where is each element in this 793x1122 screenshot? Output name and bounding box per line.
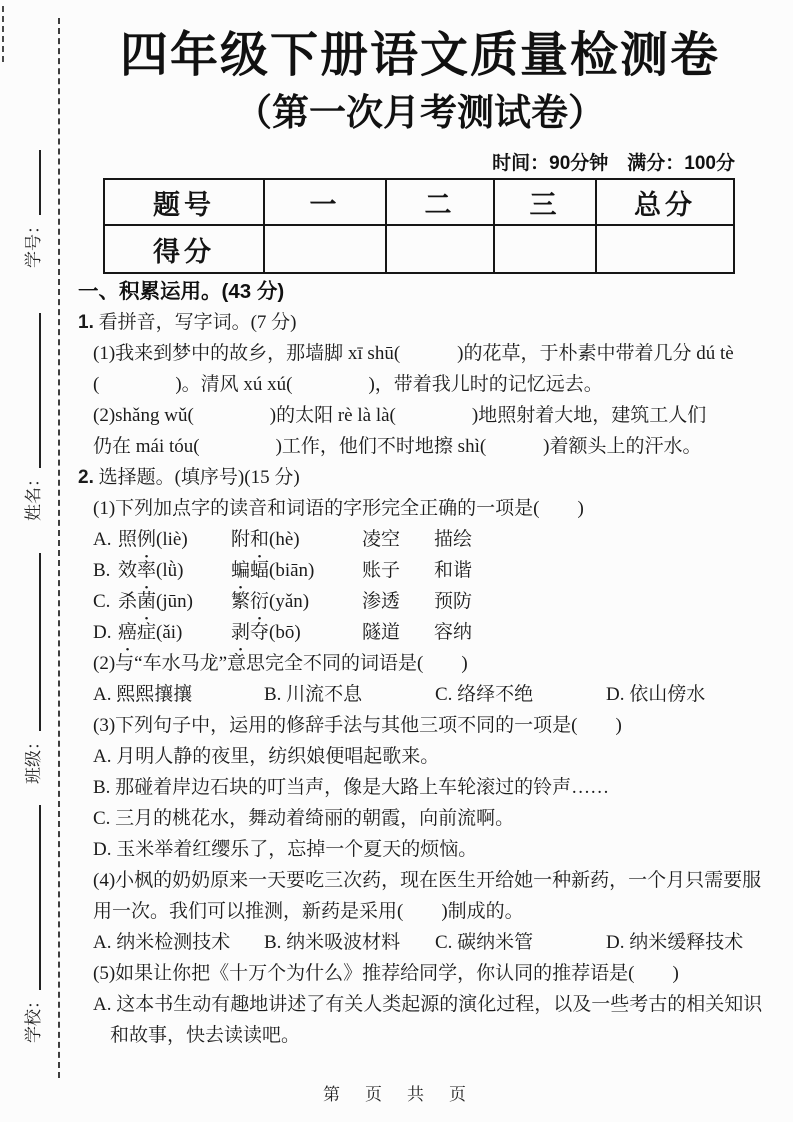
q2-sub1-option-row-b xyxy=(78,555,746,586)
q2-sub3-option-c: C. 三月的桃花水，舞动着绮丽的朝霞，向前流啊。 xyxy=(93,808,515,829)
footer-page-info: 第 页 共 页 xyxy=(323,1085,470,1104)
score-cell xyxy=(595,224,733,272)
name-label: 姓名： xyxy=(24,470,43,521)
score-table xyxy=(103,178,735,274)
word-choice: 渗透 xyxy=(362,591,401,612)
section-1-heading: 一、积累运用。(43 分) xyxy=(78,280,285,303)
score-cell xyxy=(385,224,493,272)
q2-sub4-stem-line1: (4)小枫的奶奶原来一天要吃三次药，现在医生开给她一种新药，一个月只需要服 xyxy=(93,870,762,891)
margin-field-name xyxy=(20,313,44,521)
class-blank-line xyxy=(39,553,41,731)
q1-part1-line1: (1)我来到梦中的故乡，那墙脚 xī shū( )的花草，于朴素中带着几分 dú tè xyxy=(93,343,734,364)
q2-sub2-options xyxy=(78,679,746,710)
margin-field-student-id xyxy=(20,150,44,268)
page-edge-dashes xyxy=(2,6,4,62)
score-row-label: 得分 xyxy=(105,224,263,272)
q1-part2-line1: (2)shǎng wǔ( )的太阳 rè là là( )地照射着大地，建筑工人们 xyxy=(93,405,707,426)
option-b: B. 纳米吸波材料 xyxy=(264,932,401,953)
dashed-seal-line xyxy=(58,18,60,1078)
q1-part1-line2: ( )。清风 xú xú( )，带着我儿时的记忆远去。 xyxy=(93,374,603,395)
question-1-text: 看拼音，写字词。(7 分) xyxy=(98,312,297,333)
option-letter: D. xyxy=(93,622,112,643)
school-label: 学校： xyxy=(24,992,43,1043)
student-id-blank-line xyxy=(39,150,41,215)
score-cell xyxy=(493,224,595,272)
student-id-label: 学号： xyxy=(24,217,43,268)
q2-sub4-stem-line2: 用一次。我们可以推测，新药是采用( )制成的。 xyxy=(93,901,524,922)
q1-part2-line2: 仍在 mái tóu( )工作，他们不时地擦 shì( )着额头上的汗水。 xyxy=(93,436,702,457)
word-choice: 癌症(ǎi) xyxy=(118,622,183,643)
word-choice: 和谐 xyxy=(434,560,473,581)
margin-field-school xyxy=(20,805,44,1043)
option-d: D. 纳米缓释技术 xyxy=(606,932,744,953)
word-choice: 照例(liè) xyxy=(118,529,188,550)
question-2-text: 选择题。(填序号)(15 分) xyxy=(98,467,300,488)
q2-sub3-option-b: B. 那碰着岸边石块的叮当声，像是大路上车轮滚过的铃声…… xyxy=(93,777,610,798)
question-1-number: 1. xyxy=(78,312,94,333)
question-1-stem xyxy=(78,307,746,338)
score-table-col-2: 二 xyxy=(385,180,493,224)
option-c: C. 碳纳米管 xyxy=(435,932,534,953)
word-choice: 描绘 xyxy=(434,529,473,550)
q2-sub1-stem: (1)下列加点字的读音和词语的字形完全正确的一项是( ) xyxy=(93,498,584,519)
option-a: A. 熙熙攘攘 xyxy=(93,684,193,705)
word-choice: 账子 xyxy=(362,560,401,581)
exam-time-score-info: 时间：90分钟 满分：100分 xyxy=(492,153,735,174)
score-table-col-1: 一 xyxy=(263,180,385,224)
option-a: A. 纳米检测技术 xyxy=(93,932,231,953)
q2-sub3-option-d: D. 玉米举着红缨乐了，忘掉一个夏天的烦恼。 xyxy=(93,839,478,860)
option-letter: A. xyxy=(93,529,112,550)
name-blank-line xyxy=(39,313,41,468)
option-letter: B. xyxy=(93,560,111,581)
q2-sub5-option-a-line1: A. 这本书生动有趣地讲述了有关人类起源的演化过程，以及一些考古的相关知识 xyxy=(93,994,763,1015)
option-letter: C. xyxy=(93,591,111,612)
question-2-stem xyxy=(78,462,746,493)
q2-sub5-stem: (5)如果让你把《十万个为什么》推荐给同学，你认同的推荐语是( ) xyxy=(93,963,679,984)
score-cell xyxy=(263,224,385,272)
q2-sub4-options xyxy=(78,927,746,958)
q2-sub1-option-row-d xyxy=(78,617,746,648)
option-b: B. 川流不息 xyxy=(264,684,363,705)
word-choice: 繁衍(yǎn) xyxy=(231,591,310,612)
word-choice: 隧道 xyxy=(362,622,401,643)
page-subtitle: （第一次月考测试卷） xyxy=(235,92,605,133)
margin-field-class xyxy=(20,553,44,784)
q2-sub1-option-row-a xyxy=(78,524,746,555)
word-choice: 杀菌(jūn) xyxy=(118,591,193,612)
score-table-corner: 题号 xyxy=(153,189,215,220)
exam-body xyxy=(78,276,763,1051)
school-blank-line xyxy=(39,805,41,990)
word-choice: 效率(lǜ) xyxy=(118,560,184,581)
option-c: C. 络绎不绝 xyxy=(435,684,534,705)
word-choice: 蝙蝠(biān) xyxy=(231,560,315,581)
q2-sub3-stem: (3)下列句子中，运用的修辞手法与其他三项不同的一项是( ) xyxy=(93,715,622,736)
score-table-col-3: 三 xyxy=(493,180,595,224)
q2-sub1-option-row-c xyxy=(78,586,746,617)
page-title: 四年级下册语文质量检测卷 xyxy=(119,29,720,82)
q2-sub2-stem: (2)与“车水马龙”意思完全不同的词语是( ) xyxy=(93,653,468,674)
word-choice: 凌空 xyxy=(362,529,401,550)
word-choice: 预防 xyxy=(434,591,473,612)
word-choice: 容纳 xyxy=(434,622,473,643)
word-choice: 剥夺(bō) xyxy=(231,622,301,643)
question-2-number: 2. xyxy=(78,467,94,488)
q2-sub3-option-a: A. 月明人静的夜里，纺织娘便唱起歌来。 xyxy=(93,746,440,767)
q2-sub5-option-a-line2: 和故事，快去读读吧。 xyxy=(110,1025,301,1046)
word-choice: 附和(hè) xyxy=(231,529,300,550)
option-d: D. 依山傍水 xyxy=(606,684,706,705)
class-label: 班级： xyxy=(24,733,43,784)
score-table-col-total: 总分 xyxy=(595,180,733,224)
